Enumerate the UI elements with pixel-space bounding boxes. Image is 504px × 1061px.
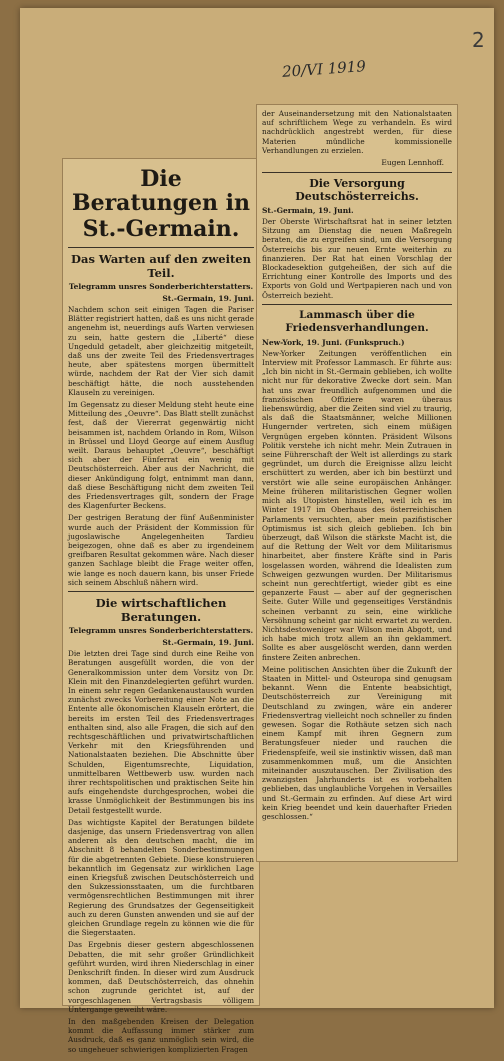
left-clipping: [62, 158, 260, 1054]
paragraph: Die letzten drei Tage sind durch eine Reihe von Beratungen ausgefüllt worden, die von der Generalkommission unter dem Vorsitz von Dr. Klein mit den Finanzdelegierten geführt wurden. In einem sehr regen Gedankenaustausch wurden zunächst zwecks Vorbereitung einer Note an die Entente alle ökonomischen Klauseln erörtert, die bereits im ersten Teil des Friedensvertrages enthalten sind, also alle Fragen, die sich auf den rechtsgeschäftlichen und privatwirtschaftlichen Verkehr mit den Kriegsführenden und Nationalstaaten beziehen. Die Abschnitte über Schulden, Eigentumsrechte, Liquidation, unmittelbaren Wettbewerb usw. wurden nach ihrer rechtspolitischen und praktischen Seite hin aufs eingehendste durchgesprochen, wobei die krasse Unmöglichkeit der Bestimmungen bis ins Detail festgestellt wurde.: [68, 649, 254, 815]
divider: [68, 591, 254, 592]
paragraph: Im Gegensatz zu dieser Meldung steht heute eine Mitteilung des „Oeuvre“. Das Blatt stellt zunächst fest, daß der Viererrat gegenwärtig nicht beisammen ist, nachdem Orlando in Rom, Wilson in Brüssel und Lloyd George auf einem Ausflug weilt. Daraus behauptet „Oeuvre“, beschäftigt sich aber der Fünferrat ein wenig mit Deutschösterreich. Aber aus der Nachricht, die dieser Ankündigung folgt, entnimmt man dann, daß diese Beschäftigung nicht dem zweiten Teil des Friedensvertrages gilt, sondern der Frage des Klagenfurter Beckens.: [68, 400, 254, 511]
paragraph: Der gestrigen Beratung der fünf Außenminister wurde auch der Präsident der Kommission für jugoslawische Angelegenheiten Tardieu beigezogen, ohne daß es aber zu irgendeinem greifbaren Resultat gekommen wäre. Nach dieser ganzen Sachlage bleibt die Frage weiter offen, wie lange es noch dauern kann, bis unser Friede sich seinem Abschluß nähern wird.: [68, 513, 254, 587]
divider: [262, 304, 452, 305]
paragraph: Meine politischen Ansichten über die Zukunft der Staaten in Mittel- und Osteuropa sind genugsam bekannt. Wenn die Entente beabsichtigt, Deutschösterreich zur Vereinigung mit Deutschland zu zwingen, wäre ein anderer Friedensvertrag vielleicht noch schneller zu finden gewesen. Sogar die Rothäute setzen sich nach einem Kampf mit ihren Gegnern zum Beratungsfeuer nieder und rauchen die Friedenspfeife, weil sie instinktiv wissen, daß man zusammenkommen muß, um die Ansichten miteinander auszutauschen. Der Zivilisation des zwanzigsten Jahrhunderts ist es vorbehalten geblieben, das unglaubliche Vorgehen in Versailles und St.-Germain zu erfinden. Auf diese Art wird kein Krieg beendet und kein dauerhafter Frieden geschlossen.“: [262, 664, 452, 821]
subheading: Die Versorgung Deutschösterreichs.: [295, 177, 419, 204]
divider: [262, 172, 452, 173]
paragraph: Der Oberste Wirtschaftsrat hat in seiner letzten Sitzung am Dienstag die neuen Maßregeln beraten, die zu ergreifen sind, um die Versorgung Österreichs bis zur neuen Ernte weiterhin zu finanzieren. Der Rat hat einen Vorschlag der Blockadesektion gutgeheißen, der sich auf die Errichtung einer Kontrolle des Imports und des Exports von Gold und Wertpapieren nach und von Österreich bezieht.: [262, 217, 452, 300]
dateline: St.-Germain, 19. Juni.: [162, 638, 254, 648]
paragraph: der Auseinandersetzung mit den Nationalstaaten auf schriftlichem Wege zu verhandeln. Es wird nachdrücklich angestrebt werden, für diese Materien mündliche kommissionelle Verhandlungen zu erzielen.: [262, 109, 452, 155]
right-clipping: [256, 104, 458, 862]
paragraph: Das wichtigste Kapitel der Beratungen bildete dasjenige, das unsern Friedensvertrag von allen anderen als den deutschen macht, die im Abschnitt 8 behandelten Sonderbestimmungen für die abgetrennten Gebiete. Diese konstruieren bekanntlich im Gegensatz zur wirklichen Lage einen Kriegsfuß zwischen Deutschösterreich und den Sukzessionsstaaten, um die furchtbaren vermögensrechtlichen Bestimmungen mit ihrer Regierung des Grundsatzes der Gegenseitigkeit auch zu deren Gunsten anwenden und sie auf der gleichen Grundlage regeln zu können wie die für die Siegerstaaten.: [68, 817, 254, 938]
dateline: St.-Germain, 19. Juni.: [262, 206, 354, 216]
subheading: Die wirtschaftlichen Beratungen.: [95, 596, 227, 625]
credit-line: Telegramm unsres Sonderberichterstatters.: [68, 626, 254, 636]
headline-line-2: St.-Germain.: [82, 216, 240, 242]
paragraph: Das Ergebnis dieser gestern abgeschlossenen Debatten, die mit sehr großer Gründlichkeit geführt wurden, wird ihren Niederschlag in einer Denkschrift finden. In dieser wird zum Ausdruck kommen, daß Deutschösterreich, das ohnehin schon zugrunde gerichtet ist, auf der vorgeschlagenen Vertragsbasis völligem Untergange geweiht wäre.: [68, 940, 254, 1014]
paragraph: Nachdem schon seit einigen Tagen die Pariser Blätter registriert hatten, daß es uns nicht gerade angenehm ist, neuerdings aufs Warten verwiesen zu sein, hatte gestern die „Liberté“ diese Ungeduld getadelt, aber gleichzeitig mitgeteilt, daß uns der zweite Teil des Friedensvertrages heute, aber spätestens morgen übermittelt würde, nachdem der Rat der Vier sich damit beschäftigt hätte, die noch ausstehenden Klauseln zu vereinigen.: [68, 305, 254, 397]
handwritten-date: 20/VI 1919: [281, 57, 367, 81]
author-signature: Eugen Lennhoff.: [381, 158, 444, 168]
paragraph: In den maßgebenden Kreisen der Delegation kommt die Auffassung immer stärker zum Ausdruck, daß es ganz unmöglich sein wird, die so ungeheuer schwierigen komplizierten Fragen: [68, 1017, 254, 1054]
headline-line-1: Die Beratungen in: [72, 166, 250, 216]
headline-box: [68, 163, 254, 248]
page-number: 2: [472, 28, 485, 52]
dateline: New-York, 19. Juni. (Funkspruch.): [262, 337, 405, 347]
dateline: St.-Germain, 19. Juni.: [162, 294, 254, 303]
paragraph: New-Yorker Zeitungen veröffentlichen ein Interview mit Professor Lammasch. Er führte aus: „Ich bin nicht in St.-Germain geblieben, ich wollte nicht nur für dekorative Zwecke dort sein. Man hat uns zwar freundlich aufgenommen und die französischen Offiziere waren überaus liebenswürdig, aber die Zeiten sind viel zu traurig, als daß die Staatsmänner, welche Millionen Hungernder vertreten, sich einem müßigen Vergnügen ergeben könnten. Präsident Wilsons Politik verstehe ich nicht mehr. Mein Zutrauen in seine Führerschaft der Welt ist allerdings zu stark gegründet, um durch die Ereignisse allzu leicht erschüttert zu werden, aber ich bin bestürzt und verstört wie alle seine europäischen Anhänger. Meine früheren militaristischen Gegner wollen mich als Utopisten hinstellen, weil ich es im Winter 1917 im Oberhaus des österreichischen Parlaments versuchten, aber mein pazifistischer Optimismus ist sich gleich geblieben. Ich bin überzeugt, daß Wilson die stärkste Macht ist, die auf die Rettung der Welt vor dem Militarismus hinarbeitet, aber finstere Kräfte sind in Paris losgelassen worden, während die Idealisten zum Schweigen gezwungen wurden. Der Militarismus scheint nun gerechtfertigt, wieder gibt es eine gepanzerte Faust — aber auf der gegnerischen Seite. Guter Wille und gegenseitiges Verständnis scheinen verbannt zu sein, eine wirkliche Versöhnung scheint gar nicht erwartet zu werden. Nichtsdestoweniger war Wilson mein Abgott, und ich habe mich trotz allem an ihn geklammert. Sollte es aber ausgelöscht werden, dann werden finstere Zeiten anbrechen.: [262, 348, 452, 662]
subheading: Lammasch über die Friedensverhandlungen.: [285, 308, 429, 334]
subheading: Das Warten auf den zweiten Teil.: [71, 252, 251, 280]
credit-line: Telegramm unsres Sonderberichterstatters.: [68, 282, 254, 291]
